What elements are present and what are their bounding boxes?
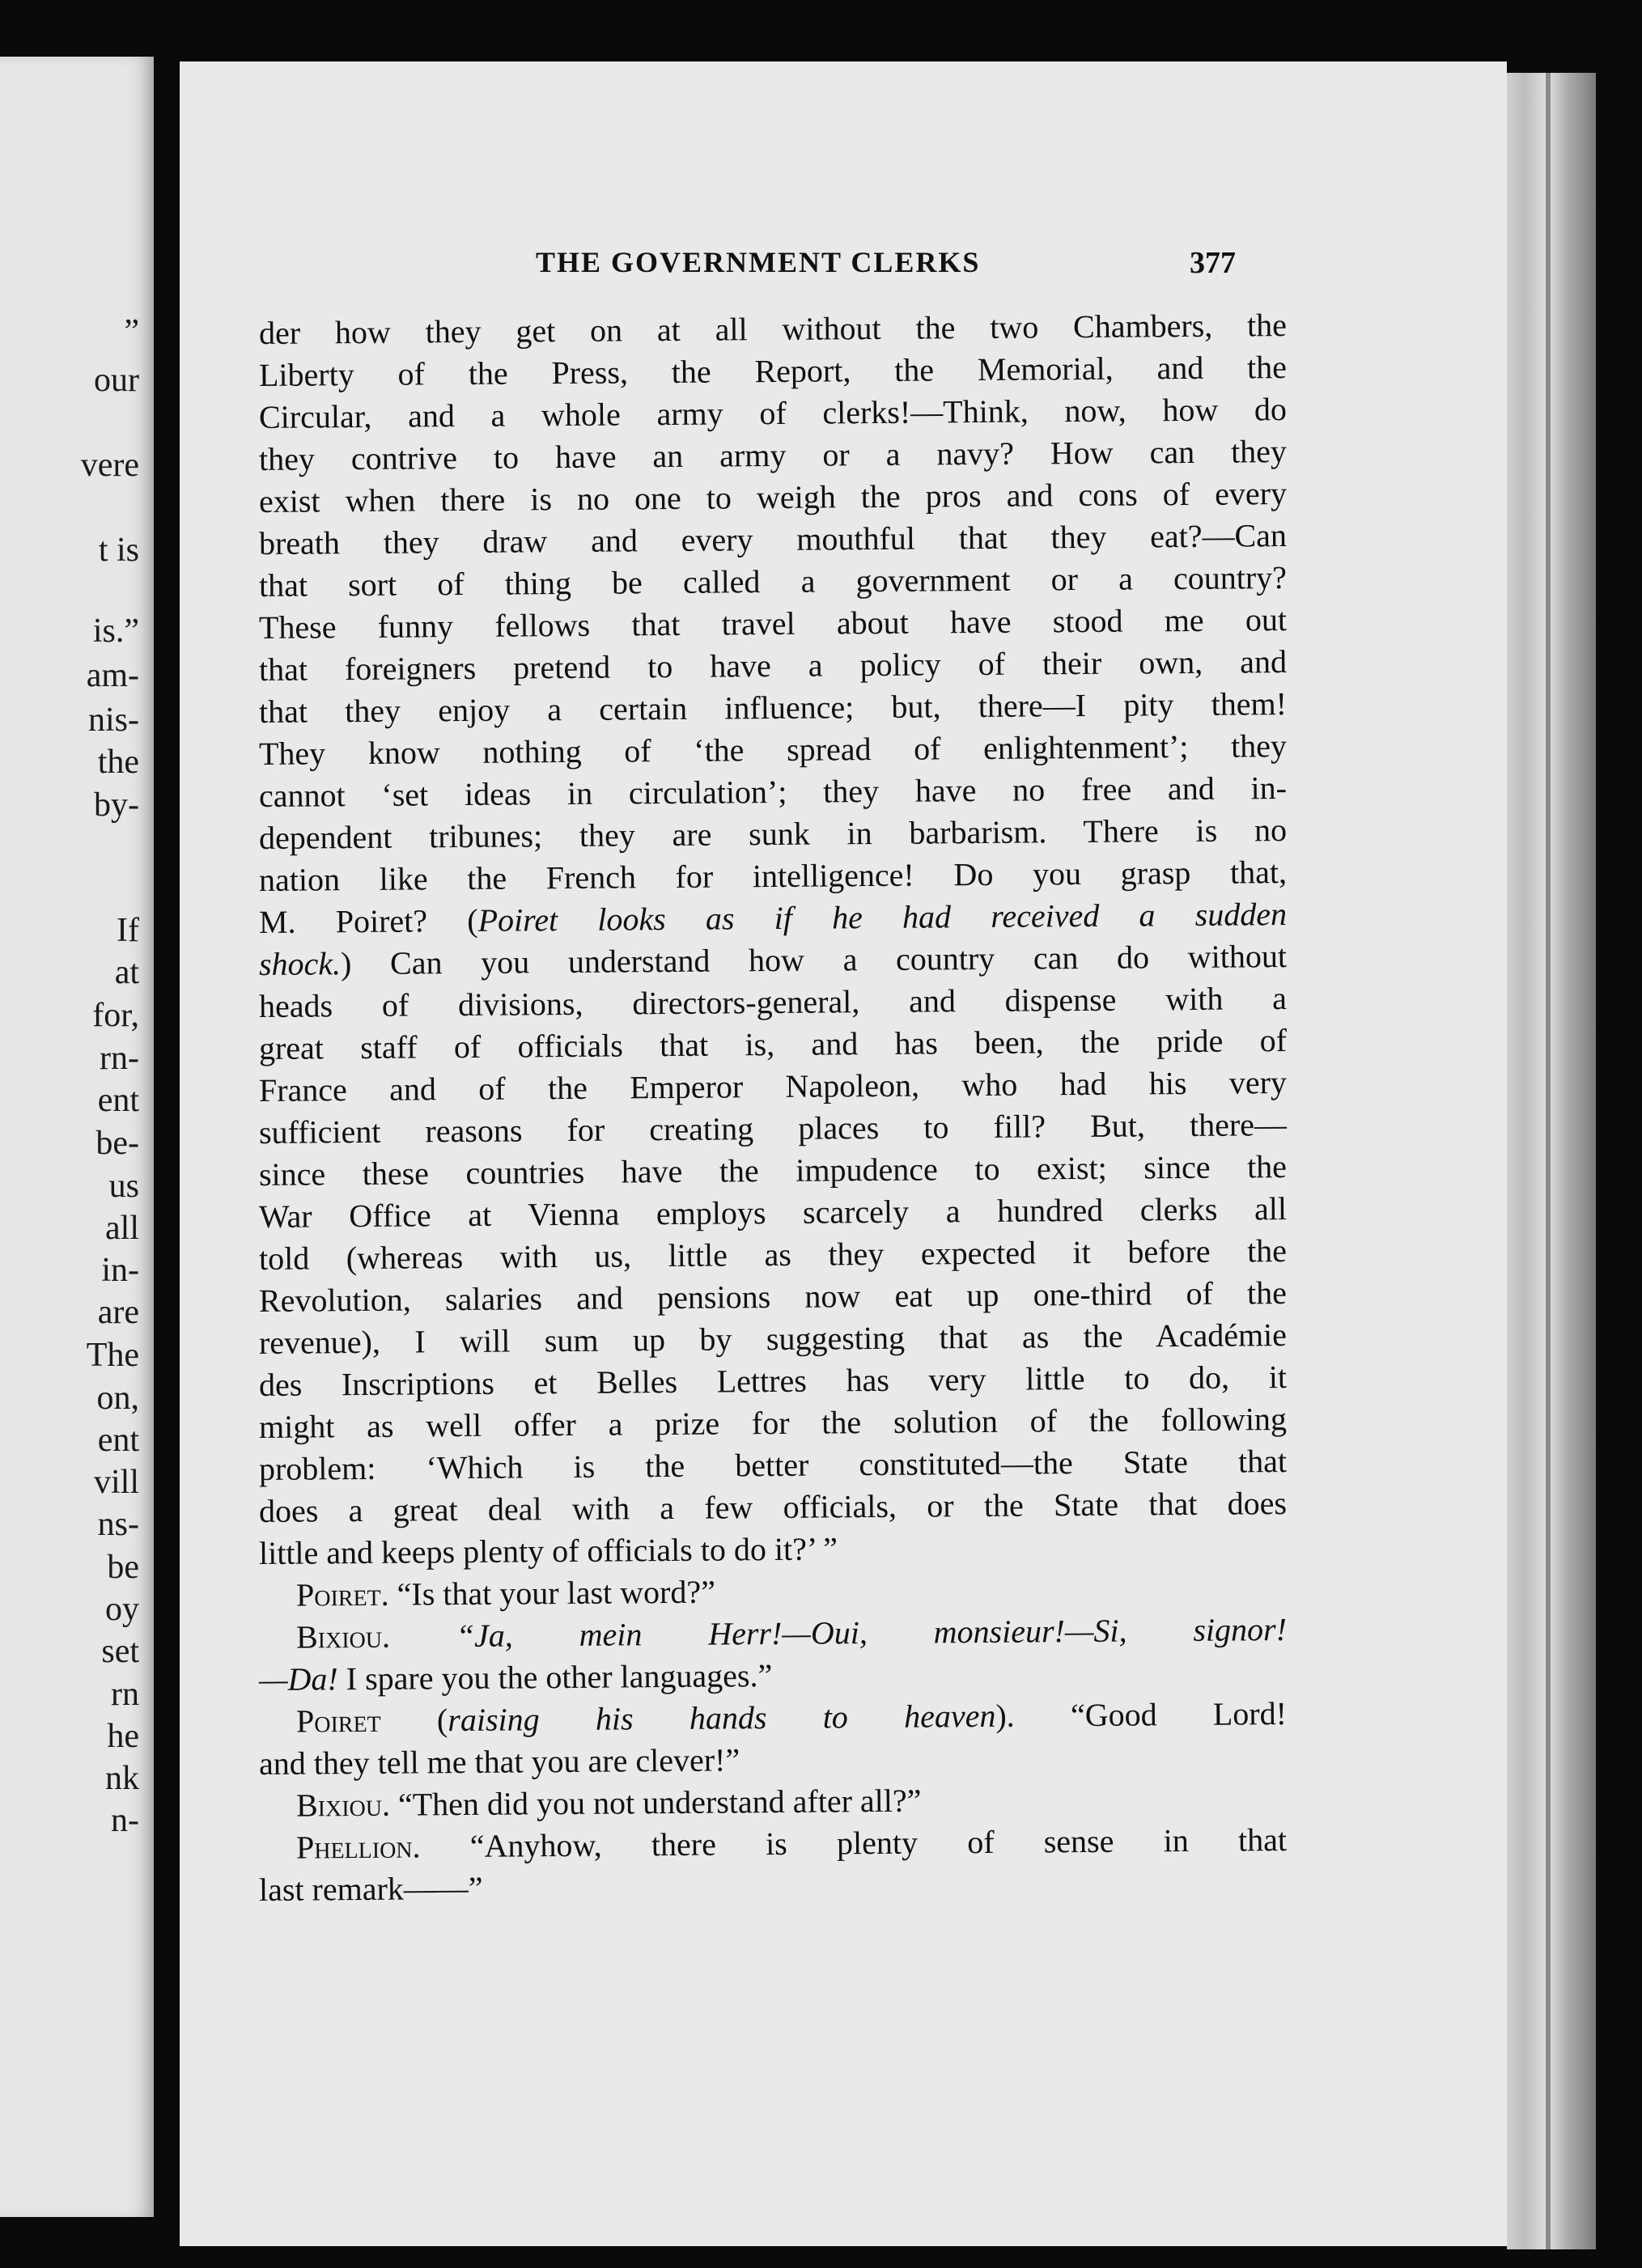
text-run: des Inscriptions et Belles Lettres has very little to do, it <box>258 1359 1288 1403</box>
text-run: that they enjoy a certain influence; but, there—I pity them! <box>258 685 1288 730</box>
body-text <box>258 307 1288 1911</box>
left-page-line: our <box>94 362 139 399</box>
text-run: problem: ‘Which is the better constituted—the State that <box>258 1443 1288 1487</box>
text-run: breath they draw and every mouthful that they eat?—Can <box>258 517 1288 562</box>
left-page-line: am- <box>86 657 139 694</box>
text-run: heads of divisions, directors-general, and dispense with a <box>258 980 1288 1024</box>
italic-text: “Ja, mein Herr!—Oui, monsieur!—Si, signor! <box>456 1611 1288 1655</box>
italic-text: shock. <box>258 945 342 982</box>
text-run: they contrive to have an army or a navy? How can they <box>258 433 1288 477</box>
left-page-line: ns- <box>97 1506 139 1543</box>
text-run: Liberty of the Press, the Report, the Memorial, and the <box>258 349 1288 393</box>
left-page-line: vere <box>80 447 139 484</box>
text-run: might as well offer a prize for the solution of the following <box>258 1401 1288 1445</box>
left-page-line: be <box>107 1549 139 1586</box>
left-page-line: ent <box>97 1082 139 1119</box>
left-page-line: by- <box>94 786 139 824</box>
previous-page-fragment <box>0 57 154 2217</box>
italic-text: Poiret looks as if he had received a sudden <box>477 896 1288 939</box>
speaker-name: Poiret. <box>295 1575 389 1613</box>
text-run: “Then did you not understand after all?” <box>389 1782 922 1823</box>
text-line <box>259 1861 1287 1911</box>
text-run: These funny fellows that travel about have stood me out <box>258 601 1288 646</box>
text-run: der how they get on at all without the two Chambers, the <box>258 307 1288 351</box>
text-run: and they tell me that you are clever!” <box>258 1741 740 1782</box>
left-page-line: are <box>97 1294 139 1331</box>
left-page-line: nk <box>105 1760 139 1797</box>
text-run: ) Can you understand how a country can do without <box>340 938 1288 982</box>
left-page-line: us <box>108 1168 139 1205</box>
text-run: War Office at Vienna employs scarcely a hundred clerks all <box>258 1190 1288 1235</box>
text-run: Revolution, salaries and pensions now eat up one-third of the <box>258 1274 1288 1319</box>
italic-text: —Da! <box>258 1660 338 1698</box>
left-page-line: t is <box>98 532 139 569</box>
left-page-line: If <box>117 912 139 949</box>
text-run: They know nothing of ‘the spread of enlightenment’; they <box>258 727 1288 772</box>
left-page-line: ent <box>97 1422 139 1459</box>
text-run: that foreigners pretend to have a policy of their own, and <box>258 643 1288 688</box>
text-run: nation like the French for intelligence! Do you grasp that, <box>258 854 1288 898</box>
text-run: Circular, and a whole army of clerks!—Think, now, how do <box>258 391 1288 435</box>
italic-text: raising his hands to heaven <box>448 1697 996 1739</box>
text-run: great staff of officials that is, and has been, the pride of <box>258 1022 1288 1066</box>
text-run: sufficient reasons for creating places to fill? But, there— <box>258 1106 1288 1151</box>
text-run: ( <box>380 1702 448 1739</box>
left-page-line: vill <box>93 1464 139 1501</box>
left-page-line: nis- <box>88 702 139 739</box>
speaker-name: Phellion. <box>295 1828 421 1866</box>
text-run: ). “Good Lord! <box>995 1695 1288 1734</box>
page-number: 377 <box>1190 246 1236 280</box>
text-run: “Is that your last word?” <box>388 1573 716 1613</box>
left-page-line: he <box>107 1718 139 1755</box>
text-run: M. Poiret? ( <box>258 901 478 940</box>
left-page-line: set <box>101 1633 139 1670</box>
left-page-line: at <box>114 954 139 991</box>
text-run: told (whereas with us, little as they expected it before the <box>258 1232 1288 1277</box>
running-head: THE GOVERNMENT CLERKS <box>536 246 981 278</box>
book-page-edge <box>1507 73 1596 2249</box>
left-page-line: the <box>97 744 139 781</box>
text-run: last remark——” <box>258 1869 483 1908</box>
left-page-line: is.” <box>92 613 139 650</box>
left-page-line: rn- <box>100 1040 139 1077</box>
left-page-line: ” <box>124 313 139 350</box>
left-page-line: all <box>105 1210 139 1247</box>
text-run: cannot ‘set ideas in circulation’; they have no free and in- <box>258 769 1288 814</box>
text-run: does a great deal with a few officials, or the State that does <box>258 1485 1288 1529</box>
left-page-line: for, <box>92 997 139 1034</box>
left-page-line: oy <box>105 1591 139 1628</box>
text-run: France and of the Emperor Napoleon, who had his very <box>258 1064 1288 1109</box>
speaker-name: Poiret <box>295 1702 381 1740</box>
left-page-line: rn <box>111 1676 139 1713</box>
text-run: exist when there is no one to weigh the pros and cons of every <box>258 475 1288 519</box>
text-run: little and keeps plenty of officials to do it?’ ” <box>258 1530 838 1571</box>
text-run: that sort of thing be called a government or a country? <box>258 559 1288 604</box>
left-page-line: on, <box>96 1380 139 1417</box>
left-page-line: be- <box>95 1125 139 1162</box>
speaker-name: Bixiou. <box>295 1786 391 1824</box>
left-page-line: in- <box>101 1252 139 1289</box>
text-run: I spare you the other languages.” <box>337 1657 773 1698</box>
text-run: since these countries have the impudence to exist; since the <box>258 1148 1288 1193</box>
left-page-line: The <box>86 1337 139 1374</box>
text-run <box>390 1617 456 1655</box>
text-run: dependent tribunes; they are sunk in barbarism. There is no <box>258 812 1288 856</box>
text-run: “Anyhow, there is plenty of sense in that <box>420 1821 1288 1865</box>
left-page-line: n- <box>111 1802 139 1839</box>
text-run: revenue), I will sum up by suggesting that as the Académie <box>258 1316 1288 1361</box>
speaker-name: Bixiou. <box>295 1617 391 1655</box>
